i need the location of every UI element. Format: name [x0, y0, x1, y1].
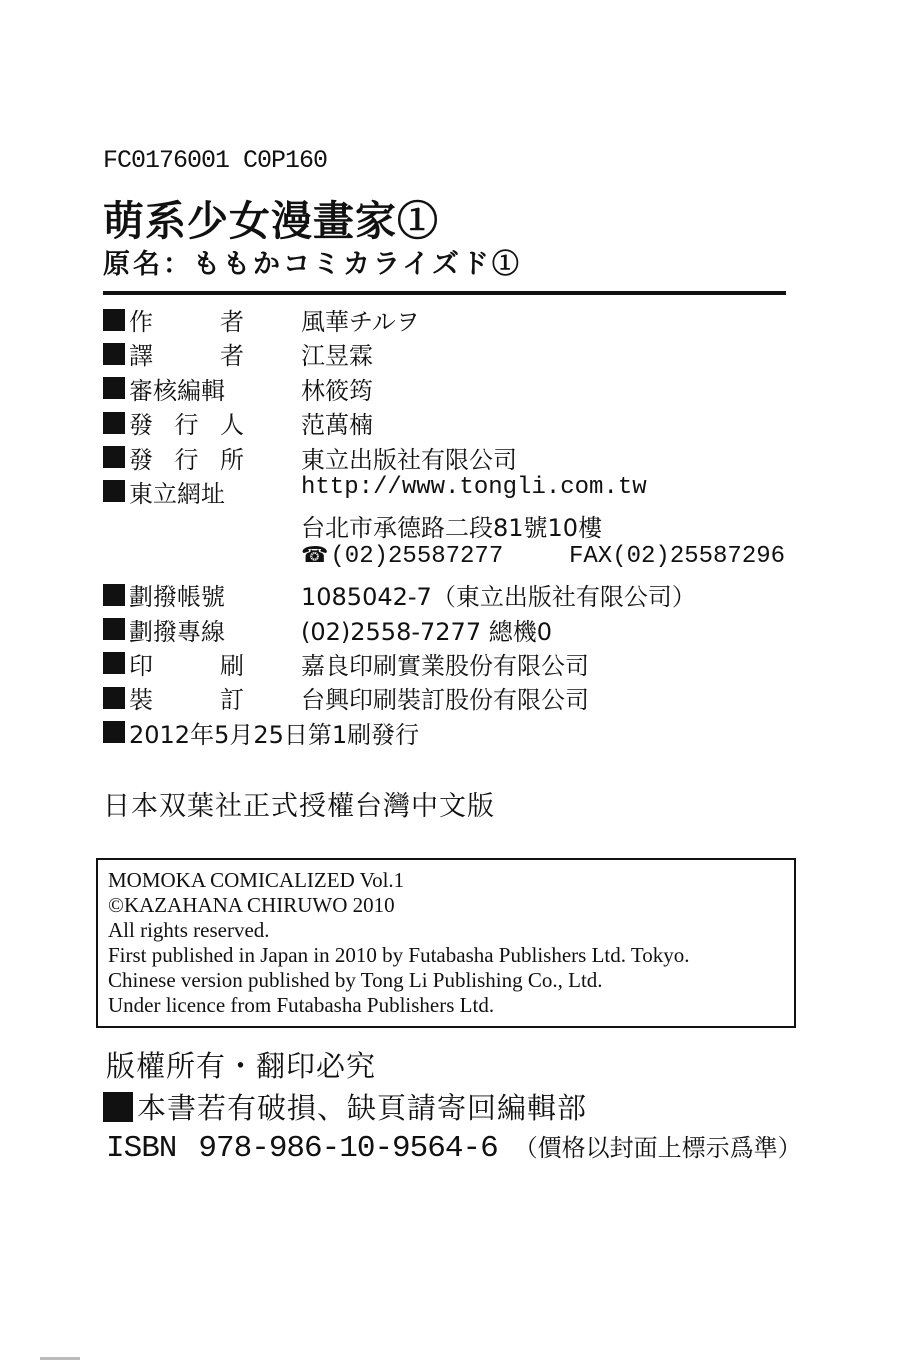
- credit-value: 嘉良印刷實業股份有限公司: [301, 651, 589, 680]
- copyright-line: First published in Japan in 2010 by Futabasha Publishers Ltd. Tokyo.: [108, 943, 690, 967]
- credit-label: 印 刷: [129, 651, 244, 680]
- credit-row-publishing-house: [103, 440, 803, 474]
- publish-date-row: [103, 715, 803, 749]
- credit-label: 發 行 所: [129, 445, 244, 474]
- credit-label: 譯 者: [129, 342, 244, 371]
- copyright-line: MOMOKA COMICALIZED Vol.1: [108, 868, 405, 892]
- telephone-icon: ☎: [301, 542, 329, 568]
- copyright-line: Under licence from Futabasha Publishers Ltd.: [108, 993, 495, 1017]
- credit-value: 風華チルヲ: [301, 308, 420, 336]
- credits-list: [103, 302, 803, 749]
- credit-label: 裝 訂: [129, 686, 244, 715]
- bullet-square: [103, 652, 125, 674]
- bullet-square: [103, 687, 125, 709]
- isbn-number: 978-986-10-9564-6: [198, 1131, 498, 1166]
- credit-row-account: [103, 577, 803, 611]
- credit-value: 江昱霖: [301, 342, 373, 371]
- bullet-square: [103, 309, 125, 331]
- credit-label: 劃撥帳號: [129, 583, 225, 612]
- credit-label: 東立網址: [129, 479, 225, 508]
- bullet-square: [103, 721, 125, 743]
- bullet-square: [103, 618, 125, 640]
- credit-row-author: [103, 302, 803, 336]
- credit-row-translator: [103, 336, 803, 370]
- bullet-square: [103, 446, 125, 468]
- product-code: FC0176001 C0P160: [103, 146, 328, 175]
- credit-value: 東立出版社有限公司: [301, 445, 517, 474]
- bullet-square: [103, 377, 125, 399]
- phone-line: [301, 542, 786, 570]
- credit-row-hotline: [103, 612, 803, 646]
- credit-value: 1085042-7（東立出版社有限公司）: [301, 583, 696, 612]
- bullet-square: [103, 584, 125, 606]
- bullet-square: [103, 1092, 133, 1122]
- book-title: 萌系少女漫畫家①: [103, 197, 439, 245]
- credit-label: 發 行 人: [129, 411, 244, 440]
- credit-row-editor: [103, 371, 803, 405]
- credit-value: 范萬楠: [301, 411, 373, 440]
- credit-value: 林筱筠: [301, 376, 373, 405]
- credit-row-website: [103, 474, 803, 508]
- bullet-square: [103, 480, 125, 502]
- website-url: http://www.tongli.com.tw: [301, 473, 647, 501]
- credit-row-printing: [103, 646, 803, 680]
- original-title: 原名：ももかコミカライズド①: [103, 249, 522, 280]
- isbn-line: [106, 1128, 802, 1166]
- bullet-square: [103, 343, 125, 365]
- street-address: 台北市承德路二段81號10樓: [301, 514, 603, 543]
- damage-notice: [103, 1086, 587, 1127]
- copyright-box: [96, 858, 796, 1028]
- credit-label: 劃撥專線: [129, 617, 225, 646]
- contact-row: [103, 543, 803, 577]
- isbn-label: ISBN: [106, 1131, 177, 1166]
- bullet-square: [103, 412, 125, 434]
- phone-number: (02)25587277: [330, 542, 504, 570]
- address-row: [103, 508, 803, 542]
- copyright-line: ©KAZAHANA CHIRUWO 2010: [108, 893, 395, 917]
- credit-label: 作 者: [129, 308, 244, 336]
- credit-value: 台興印刷裝訂股份有限公司: [301, 686, 589, 715]
- price-note: （價格以封面上標示爲準）: [513, 1134, 802, 1162]
- fax-number: FAX(02)25587296: [569, 542, 786, 570]
- credit-row-publisher: [103, 405, 803, 439]
- credit-value: (02)2558-7277 總機0: [301, 617, 552, 646]
- copyright-line: All rights reserved.: [108, 918, 270, 942]
- credit-row-binding: [103, 680, 803, 714]
- authorization-statement: 日本双葉社正式授權台灣中文版: [103, 791, 495, 822]
- scan-mark: [40, 1357, 80, 1360]
- credit-label: 審核編輯: [129, 376, 225, 405]
- notice-text: 本書若有破損、缺頁請寄回編輯部: [137, 1091, 588, 1125]
- rights-reserved: 版權所有・翻印必究: [106, 1049, 377, 1083]
- publish-date: 2012年5月25日第1刷發行: [129, 720, 420, 749]
- copyright-line: Chinese version published by Tong Li Publishing Co., Ltd.: [108, 968, 603, 992]
- title-divider: [103, 291, 786, 295]
